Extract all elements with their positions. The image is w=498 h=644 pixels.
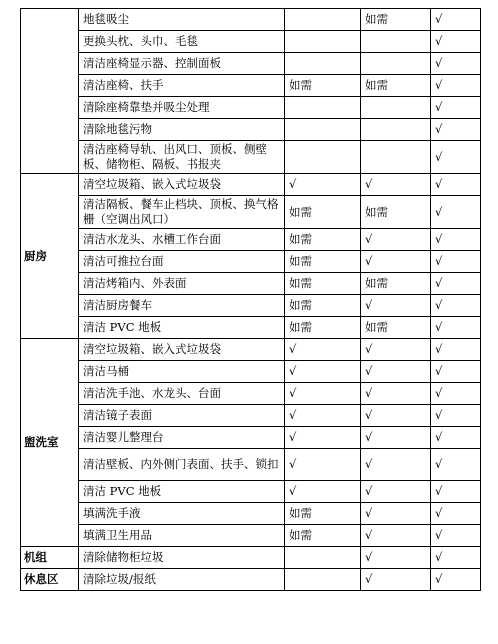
task-cell: 清除座椅靠垫并吸尘处理 <box>79 97 285 119</box>
frequency-cell: √ <box>361 229 431 251</box>
frequency-cell: 如需 <box>285 317 361 339</box>
task-cell: 填满卫生用品 <box>79 525 285 547</box>
table-row <box>21 9 481 31</box>
table-row <box>21 141 481 174</box>
frequency-cell: √ <box>431 449 481 481</box>
frequency-cell: √ <box>431 525 481 547</box>
frequency-cell: √ <box>361 569 431 591</box>
frequency-cell: √ <box>431 295 481 317</box>
frequency-cell: √ <box>431 361 481 383</box>
frequency-cell <box>285 141 361 174</box>
frequency-cell: √ <box>361 251 431 273</box>
frequency-cell: 如需 <box>285 75 361 97</box>
table-row <box>21 547 481 569</box>
frequency-cell: √ <box>431 31 481 53</box>
table-row <box>21 119 481 141</box>
table-row <box>21 503 481 525</box>
frequency-cell: √ <box>431 547 481 569</box>
frequency-cell: √ <box>431 383 481 405</box>
cleaning-table-wrapper <box>20 8 480 591</box>
frequency-cell: √ <box>361 295 431 317</box>
frequency-cell: √ <box>431 9 481 31</box>
task-cell: 清洁壁板、内外侧门表面、扶手、锁扣 <box>79 449 285 481</box>
frequency-cell: √ <box>431 569 481 591</box>
frequency-cell <box>285 9 361 31</box>
table-row <box>21 31 481 53</box>
frequency-cell: √ <box>285 449 361 481</box>
task-cell: 清洁镜子表面 <box>79 405 285 427</box>
frequency-cell: √ <box>361 405 431 427</box>
table-row <box>21 481 481 503</box>
frequency-cell: √ <box>431 317 481 339</box>
frequency-cell: √ <box>431 141 481 174</box>
frequency-cell: √ <box>431 97 481 119</box>
frequency-cell: 如需 <box>361 75 431 97</box>
frequency-cell <box>361 97 431 119</box>
frequency-cell: 如需 <box>361 273 431 295</box>
task-cell: 清除垃圾/报纸 <box>79 569 285 591</box>
table-row <box>21 251 481 273</box>
task-cell: 清洁隔板、餐车止档块、顶板、换气格栅（空调出风口） <box>79 196 285 229</box>
frequency-cell: √ <box>431 427 481 449</box>
frequency-cell: √ <box>361 339 431 361</box>
frequency-cell: √ <box>285 339 361 361</box>
frequency-cell: √ <box>285 405 361 427</box>
frequency-cell: 如需 <box>361 9 431 31</box>
task-cell: 清除地毯污物 <box>79 119 285 141</box>
frequency-cell: √ <box>361 525 431 547</box>
task-cell: 填满洗手液 <box>79 503 285 525</box>
frequency-cell: 如需 <box>285 229 361 251</box>
frequency-cell: √ <box>361 449 431 481</box>
frequency-cell: √ <box>431 503 481 525</box>
task-cell: 清洁座椅显示器、控制面板 <box>79 53 285 75</box>
frequency-cell: √ <box>431 273 481 295</box>
frequency-cell: √ <box>431 119 481 141</box>
table-row <box>21 295 481 317</box>
task-cell: 清洁座椅、扶手 <box>79 75 285 97</box>
frequency-cell: 如需 <box>285 196 361 229</box>
table-row <box>21 97 481 119</box>
table-row <box>21 273 481 295</box>
task-cell: 清洁 PVC 地板 <box>79 317 285 339</box>
table-row <box>21 174 481 196</box>
frequency-cell <box>285 119 361 141</box>
table-row <box>21 449 481 481</box>
task-cell: 清洁座椅导轨、出风口、顶板、侧壁板、储物柜、隔板、书报夹 <box>79 141 285 174</box>
table-row <box>21 569 481 591</box>
frequency-cell: 如需 <box>285 273 361 295</box>
table-row <box>21 405 481 427</box>
table-row <box>21 53 481 75</box>
frequency-cell: √ <box>285 383 361 405</box>
frequency-cell <box>285 97 361 119</box>
section-label: 休息区 <box>21 569 79 591</box>
task-cell: 清洁烤箱内、外表面 <box>79 273 285 295</box>
task-cell: 清洁水龙头、水槽工作台面 <box>79 229 285 251</box>
frequency-cell: 如需 <box>285 295 361 317</box>
frequency-cell: √ <box>361 547 431 569</box>
task-cell: 清洁可推拉台面 <box>79 251 285 273</box>
frequency-cell: √ <box>431 229 481 251</box>
frequency-cell: √ <box>361 383 431 405</box>
task-cell: 清洁厨房餐车 <box>79 295 285 317</box>
frequency-cell: √ <box>285 174 361 196</box>
task-cell: 清洁马桶 <box>79 361 285 383</box>
table-row <box>21 383 481 405</box>
frequency-cell: √ <box>361 174 431 196</box>
frequency-cell: √ <box>431 339 481 361</box>
task-cell: 清洁 PVC 地板 <box>79 481 285 503</box>
table-row <box>21 361 481 383</box>
table-row <box>21 339 481 361</box>
table-row <box>21 525 481 547</box>
frequency-cell <box>285 31 361 53</box>
task-cell: 地毯吸尘 <box>79 9 285 31</box>
frequency-cell: √ <box>361 481 431 503</box>
task-cell: 清洁婴儿整理台 <box>79 427 285 449</box>
task-cell: 清洁洗手池、水龙头、台面 <box>79 383 285 405</box>
cleaning-schedule-table <box>20 8 481 591</box>
frequency-cell <box>361 31 431 53</box>
table-row <box>21 427 481 449</box>
frequency-cell: √ <box>361 361 431 383</box>
frequency-cell: 如需 <box>361 196 431 229</box>
frequency-cell: 如需 <box>361 317 431 339</box>
frequency-cell <box>361 141 431 174</box>
frequency-cell: √ <box>285 427 361 449</box>
frequency-cell <box>285 547 361 569</box>
task-cell: 清空垃圾箱、嵌入式垃圾袋 <box>79 339 285 361</box>
frequency-cell: √ <box>431 174 481 196</box>
frequency-cell: √ <box>431 251 481 273</box>
frequency-cell <box>285 569 361 591</box>
frequency-cell <box>361 53 431 75</box>
frequency-cell: √ <box>361 427 431 449</box>
table-body <box>21 9 481 591</box>
frequency-cell: √ <box>431 196 481 229</box>
section-label: 盥洗室 <box>21 339 79 547</box>
section-label <box>21 9 79 174</box>
task-cell: 清空垃圾箱、嵌入式垃圾袋 <box>79 174 285 196</box>
frequency-cell: 如需 <box>285 503 361 525</box>
task-cell: 清除储物柜垃圾 <box>79 547 285 569</box>
frequency-cell <box>361 119 431 141</box>
frequency-cell: √ <box>285 481 361 503</box>
frequency-cell: √ <box>431 481 481 503</box>
frequency-cell: √ <box>361 503 431 525</box>
frequency-cell: √ <box>285 361 361 383</box>
frequency-cell: 如需 <box>285 251 361 273</box>
table-row <box>21 196 481 229</box>
section-label: 厨房 <box>21 174 79 339</box>
task-cell: 更换头枕、头巾、毛毯 <box>79 31 285 53</box>
table-row <box>21 317 481 339</box>
frequency-cell: √ <box>431 75 481 97</box>
table-row <box>21 229 481 251</box>
frequency-cell: √ <box>431 405 481 427</box>
table-row <box>21 75 481 97</box>
frequency-cell <box>285 53 361 75</box>
frequency-cell: √ <box>431 53 481 75</box>
frequency-cell: 如需 <box>285 525 361 547</box>
section-label: 机组 <box>21 547 79 569</box>
